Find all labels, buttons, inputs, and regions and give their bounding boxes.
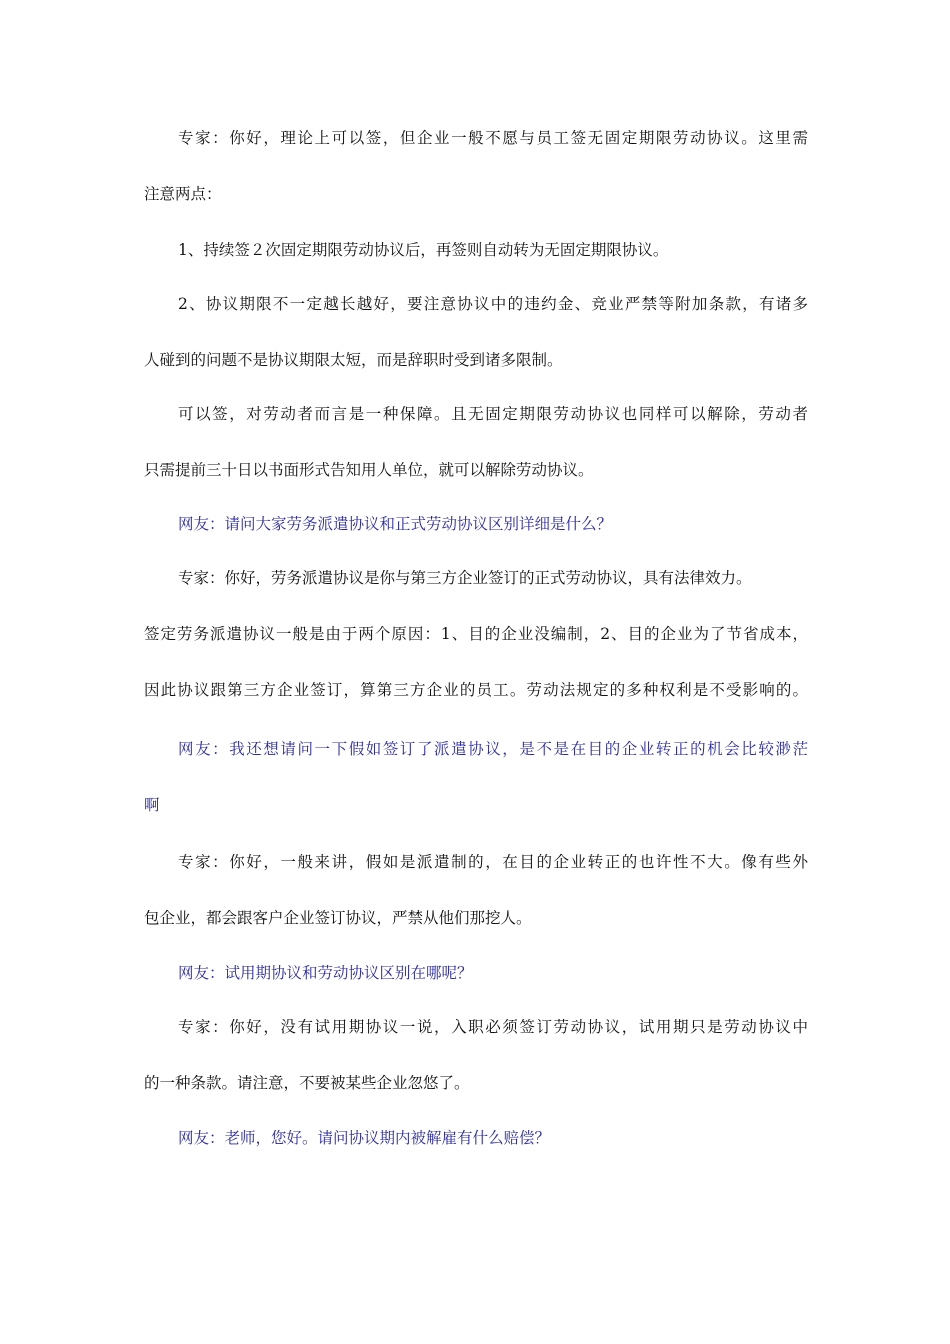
paragraph-line: 网友：请问大家劳务派遣协议和正式劳动协议区别详细是什么？ [178,515,613,533]
paragraph-line: 可以签，对劳动者而言是一种保障。且无固定期限劳动协议也同样可以解除，劳动者 [178,405,808,423]
paragraph-line: 因此协议跟第三方企业签订，算第三方企业的员工。劳动法规定的多种权利是不受影响的。 [144,681,808,699]
netizen-question-1 [144,496,808,552]
paragraph-line: 专家：你好，没有试用期协议一说，入职必须签订劳动协议，试用期只是劳动协议中 [178,1018,808,1036]
expert-answer-4 [144,834,808,946]
paragraph-line: 1、持续签２次固定期限劳动协议后，再签则自动转为无固定期限协议。 [178,241,669,259]
paragraph-line: 专家：你好，一般来讲，假如是派遣制的，在目的企业转正的也许性不大。像有些外 [178,853,808,871]
expert-answer-5 [144,999,808,1111]
paragraph-line: 网友：试用期协议和劳动协议区别在哪呢？ [178,964,473,982]
netizen-question-3 [144,945,808,1001]
expert-answer-3 [144,550,808,718]
paragraph-line: 网友：我还想请问一下假如签订了派遣协议，是不是在目的企业转正的机会比较渺茫 [178,740,808,758]
paragraph-line: 签定劳务派遣协议一般是由于两个原因：1、目的企业没编制，2、目的企业为了节省成本， [144,625,808,643]
paragraph-line: 的一种条款。请注意，不要被某些企业忽悠了。 [144,1074,470,1092]
expert-point-2 [144,276,808,388]
paragraph-line: 2、协议期限不一定越长越好，要注意协议中的违约金、竞业严禁等附加条款，有诸多 [178,295,808,313]
netizen-question-2 [144,721,808,833]
paragraph-line: 注意两点： [144,185,222,203]
expert-point-1 [144,222,808,278]
paragraph-line: 网友：老师，您好。请问协议期内被解雇有什么赔偿？ [178,1129,551,1147]
expert-answer-1 [144,110,808,222]
paragraph-line: 啊 [144,796,160,814]
paragraph-line: 专家：你好，理论上可以签，但企业一般不愿与员工签无固定期限劳动协议。这里需 [178,129,808,147]
netizen-question-4 [144,1110,808,1166]
paragraph-line: 人碰到的问题不是协议期限太短，而是辞职时受到诸多限制。 [144,351,563,369]
paragraph-line: 包企业，都会跟客户企业签订协议，严禁从他们那挖人。 [144,909,532,927]
paragraph-line: 专家：你好，劳务派遣协议是你与第三方企业签订的正式劳动协议，具有法律效力。 [178,569,752,587]
paragraph-line: 只需提前三十日以书面形式告知用人单位，就可以解除劳动协议。 [144,461,594,479]
expert-answer-2 [144,386,808,498]
